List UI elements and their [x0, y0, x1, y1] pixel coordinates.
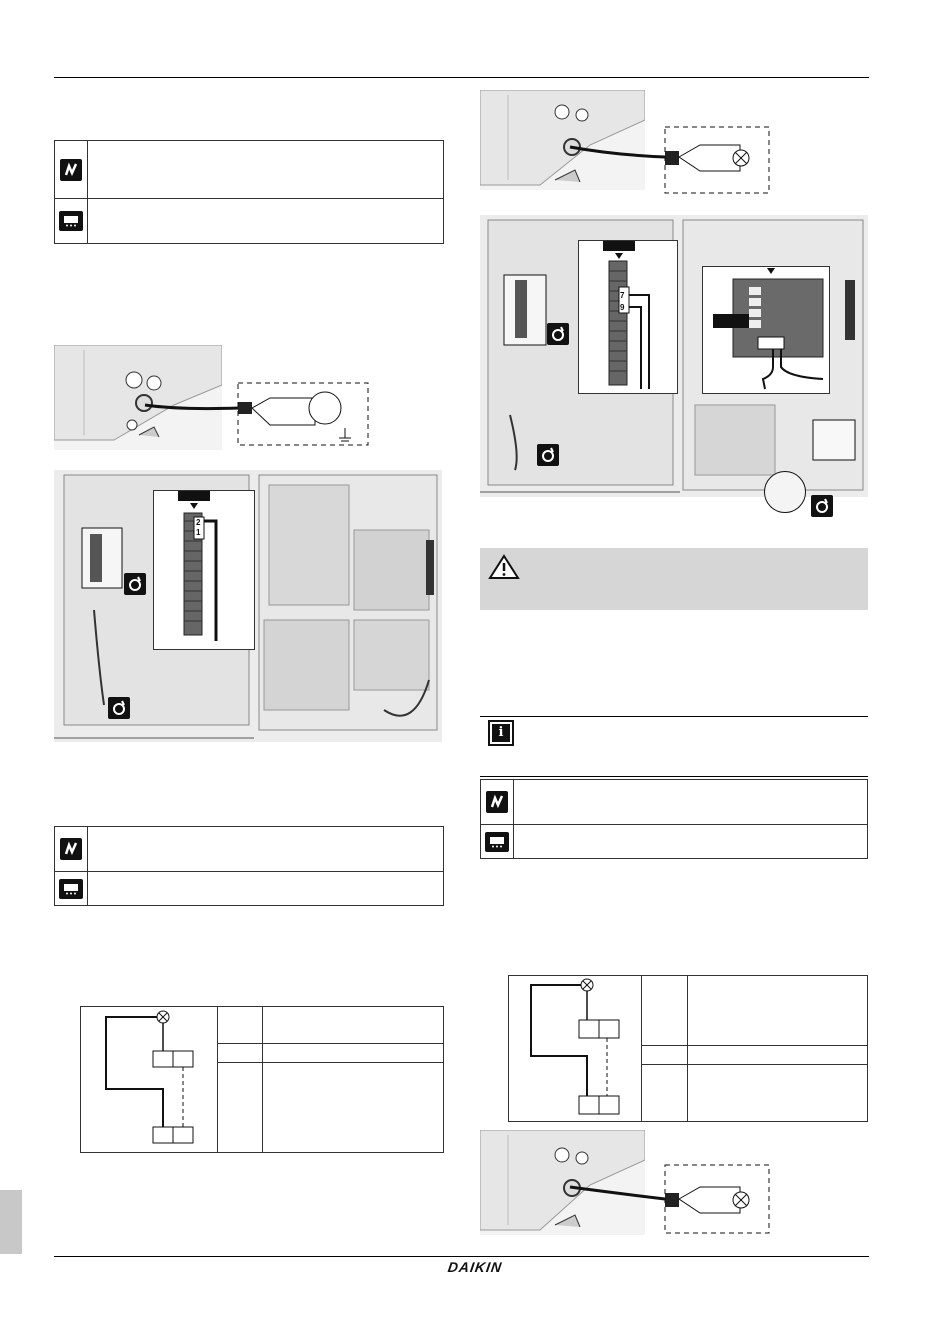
- info-box-power-ui-middle: [54, 826, 444, 906]
- user-interface-icon: [55, 872, 88, 905]
- power-supply-icon: [55, 827, 88, 871]
- terminal-callout-left: [153, 490, 255, 650]
- cable-tie-icon: [108, 697, 130, 719]
- terminal-label-2: 2: [196, 518, 201, 527]
- terminal-label-1: 1: [196, 528, 201, 537]
- footer-rule: [54, 1256, 869, 1257]
- pcb-callout-right: [702, 266, 830, 394]
- wiring-diagram-right: [509, 976, 641, 1123]
- cable-tie-icon: [547, 323, 569, 345]
- lamp-icon: [733, 1192, 749, 1208]
- cable-tie-icon: [124, 573, 146, 595]
- wiring-diagram-left: [81, 1007, 217, 1154]
- side-tab: [0, 1190, 22, 1254]
- header-rule: [54, 77, 869, 78]
- cable-detail-circle: [764, 471, 806, 513]
- power-supply-icon: [55, 141, 88, 198]
- lamp-icon: [581, 979, 593, 991]
- cable-tie-icon: [811, 495, 833, 517]
- info-box-power-ui-top: [54, 140, 444, 244]
- info-box-power-ui-right: [480, 779, 868, 859]
- user-interface-icon: [481, 825, 514, 858]
- information-icon: i: [488, 720, 514, 746]
- brand-logo: DAIKIN: [446, 1259, 504, 1275]
- terminal-label-9: 9: [620, 303, 625, 312]
- lamp-icon: [157, 1011, 169, 1023]
- lamp-icon: [733, 150, 749, 166]
- earth-icon: [339, 428, 351, 441]
- info-note-top-rule: [480, 716, 868, 717]
- user-interface-icon: [55, 199, 88, 243]
- warning-triangle-icon: [488, 554, 520, 580]
- caution-band: [480, 548, 868, 610]
- terminal-callout-right: [578, 240, 678, 394]
- pump-wiring-schematic: [140, 380, 370, 450]
- cable-tie-icon: [537, 444, 559, 466]
- info-note-bottom-rule: [480, 776, 868, 777]
- lamp-wiring-schematic-top: [565, 125, 775, 195]
- terminal-label-7: 7: [620, 291, 625, 300]
- lamp-wiring-schematic-bottom: [565, 1163, 775, 1235]
- power-supply-icon: [481, 780, 514, 824]
- wiring-table-right: [508, 975, 868, 1122]
- wiring-table-left: [80, 1006, 444, 1153]
